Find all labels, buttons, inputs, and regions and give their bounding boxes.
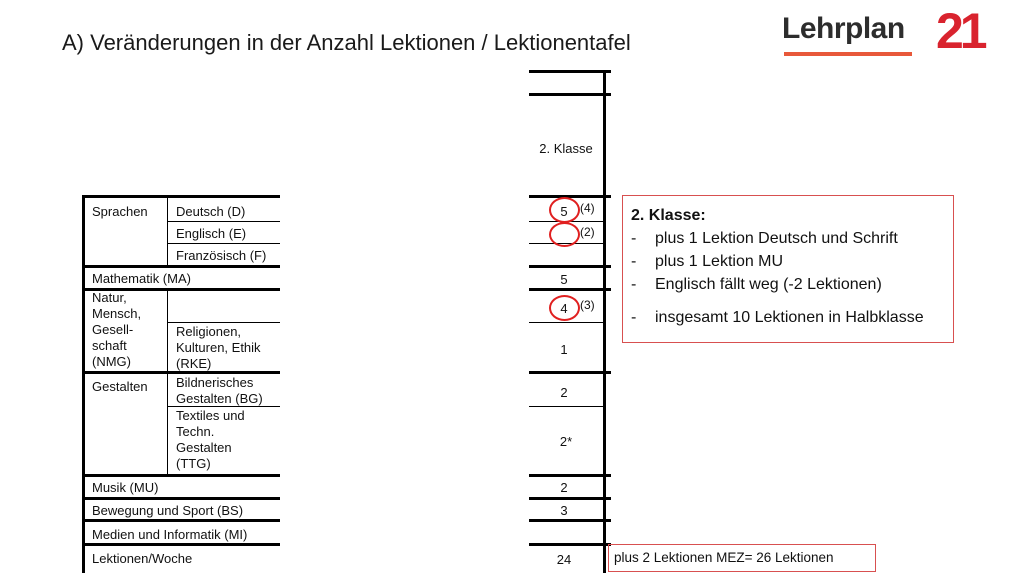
value-musik: 2 <box>560 480 568 495</box>
label-lektionen: Lektionen/Woche <box>92 551 193 566</box>
lehrplan21-logo <box>782 3 1002 60</box>
value-rke: 1 <box>560 342 568 357</box>
label-sport: Bewegung und Sport (BS) <box>92 503 244 518</box>
note-heading: 2. Klasse: <box>631 207 706 224</box>
label-nmg: Natur, Mensch, Gesell- schaft (NMG) <box>92 290 142 369</box>
label-bg: Bildnerisches Gestalten (BG) <box>176 375 263 406</box>
label-medien: Medien und Informatik (MI) <box>92 527 248 542</box>
value-deutsch-previous: (4) <box>580 201 595 215</box>
label-mathematik: Mathematik (MA) <box>92 271 191 286</box>
page-title: A) Veränderungen in der Anzahl Lektionen / Lektionentafel <box>62 30 631 55</box>
label-ttg: Textiles und Techn. Gestalten (TTG) <box>176 408 245 471</box>
note-item: - insgesamt 10 Lektionen in Halbklasse <box>631 309 924 326</box>
highlight-circle-nmg <box>549 295 580 321</box>
logo-word: Lehrplan <box>782 12 905 45</box>
value-mathematik: 5 <box>560 272 568 287</box>
value-englisch-previous: (2) <box>580 225 595 239</box>
note-item: - plus 1 Lektion MU <box>631 253 784 270</box>
label-rke: Religionen, Kulturen, Ethik (RKE) <box>176 324 261 371</box>
logo-underline <box>784 52 912 56</box>
column-header: 2. Klasse <box>539 141 593 156</box>
note-item: - Englisch fällt weg (-2 Lektionen) <box>631 276 882 293</box>
label-deutsch: Deutsch (D) <box>176 204 246 219</box>
label-musik: Musik (MU) <box>92 480 159 495</box>
value-bg: 2 <box>560 385 568 400</box>
value-lektionen: 24 <box>556 552 572 567</box>
note-item: - plus 1 Lektion Deutsch und Schrift <box>631 230 898 247</box>
value-ttg: 2* <box>559 434 573 449</box>
label-franzoesisch: Französisch (F) <box>176 248 267 263</box>
highlight-circle-deutsch <box>549 197 580 223</box>
bottom-note-box: plus 2 Lektionen MEZ= 26 Lektionen <box>608 544 876 572</box>
logo-number: 21 <box>936 3 984 59</box>
highlight-circle-englisch <box>549 222 580 247</box>
value-nmg: 4 <box>560 301 568 316</box>
value-sport: 3 <box>560 503 568 518</box>
value-deutsch: 5 <box>560 204 568 219</box>
value-nmg-previous: (3) <box>580 298 595 312</box>
note-box <box>622 195 954 343</box>
label-gestalten: Gestalten <box>92 379 148 394</box>
label-sprachen: Sprachen <box>92 204 148 219</box>
label-englisch: Englisch (E) <box>176 226 247 241</box>
